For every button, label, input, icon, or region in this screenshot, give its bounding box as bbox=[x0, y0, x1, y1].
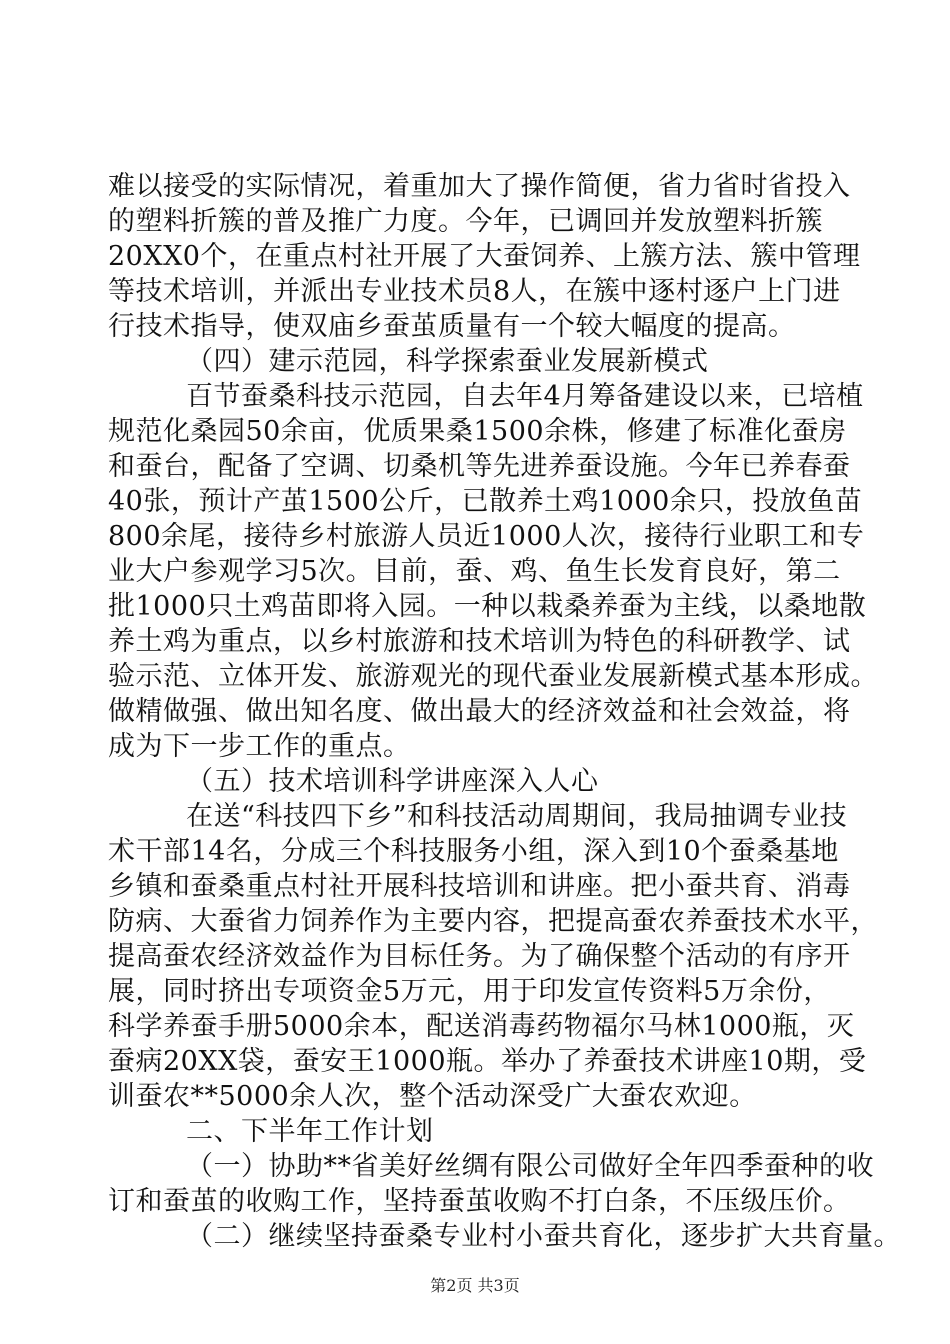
text-line: 乡镇和蚕桑重点村社开展科技培训和讲座。把小蚕共育、消毒 bbox=[108, 871, 851, 902]
section-heading-5: （五）技术培训科学讲座深入人心 bbox=[186, 766, 599, 797]
text-line: 科学养蚕手册5000余本，配送消毒药物福尔马林1000瓶，灭 bbox=[108, 1011, 855, 1042]
text-line: 做精做强、做出知名度、做出最大的经济效益和社会效益，将 bbox=[108, 696, 851, 727]
page-footer: 第2页 共3页 bbox=[430, 1276, 520, 1295]
text-line: 业大户参观学习5次。目前，蚕、鸡、鱼生长发育良好，第二 bbox=[108, 556, 841, 587]
section-heading-4: （四）建示范园，科学探索蚕业发展新模式 bbox=[186, 346, 709, 377]
text-line: 规范化桑园50余亩，优质果桑1500余株，修建了标准化蚕房 bbox=[108, 416, 847, 447]
text-line: 的塑料折簇的普及推广力度。今年，已调回并发放塑料折簇 bbox=[108, 206, 823, 237]
text-line: 等技术培训，并派出专业技术员8人，在簇中逐村逐户上门进 bbox=[108, 276, 841, 307]
text-line: 在送“科技四下乡”和科技活动周期间，我局抽调专业技 bbox=[186, 801, 848, 832]
text-line: 养土鸡为重点，以乡村旅游和技术培训为特色的科研教学、试 bbox=[108, 626, 851, 657]
text-line: 提高蚕农经济效益作为目标任务。为了确保整个活动的有序开 bbox=[108, 941, 851, 972]
text-line: 和蚕台，配备了空调、切桑机等先进养蚕设施。今年已养春蚕 bbox=[108, 451, 851, 482]
text-line: 800余尾，接待乡村旅游人员近1000人次，接待行业职工和专 bbox=[108, 521, 865, 552]
text-line: 百节蚕桑科技示范园，自去年4月筹备建设以来，已培植 bbox=[186, 381, 864, 412]
text-line: （二）继续坚持蚕桑专业村小蚕共育化，逐步扩大共育量。 bbox=[186, 1221, 901, 1252]
text-line: （一）协助**省美好丝绸有限公司做好全年四季蚕种的收 bbox=[186, 1151, 874, 1182]
text-line: 验示范、立体开发、旅游观光的现代蚕业发展新模式基本形成。 bbox=[108, 661, 878, 692]
text-line: 20XX0个，在重点村社开展了大蚕饲养、上簇方法、簇中管理 bbox=[108, 241, 861, 272]
text-line: 术干部14名，分成三个科技服务小组，深入到10个蚕桑基地 bbox=[108, 836, 839, 867]
text-line: 行技术指导，使双庙乡蚕茧质量有一个较大幅度的提高。 bbox=[108, 311, 796, 342]
text-line: 成为下一步工作的重点。 bbox=[108, 731, 411, 762]
text-line: 训蚕农**5000余人次，整个活动深受广大蚕农欢迎。 bbox=[108, 1081, 757, 1112]
text-line: 难以接受的实际情况，着重加大了操作简便，省力省时省投入 bbox=[108, 171, 851, 202]
text-line: 展，同时挤出专项资金5万元，用于印发宣传资料5万余份， bbox=[108, 976, 831, 1007]
text-line: 蚕病20XX袋，蚕安王1000瓶。举办了养蚕技术讲座10期，受 bbox=[108, 1046, 867, 1077]
text-line: 订和蚕茧的收购工作，坚持蚕茧收购不打白条，不压级压价。 bbox=[108, 1186, 851, 1217]
text-line: 批1000只土鸡苗即将入园。一种以栽桑养蚕为主线，以桑地散 bbox=[108, 591, 867, 622]
section-heading-plan: 二、下半年工作计划 bbox=[186, 1116, 434, 1147]
text-line: 防病、大蚕省力饲养作为主要内容，把提高蚕农养蚕技术水平， bbox=[108, 906, 878, 937]
text-line: 40张，预计产茧1500公斤，已散养土鸡1000余只，投放鱼苗 bbox=[108, 486, 863, 517]
